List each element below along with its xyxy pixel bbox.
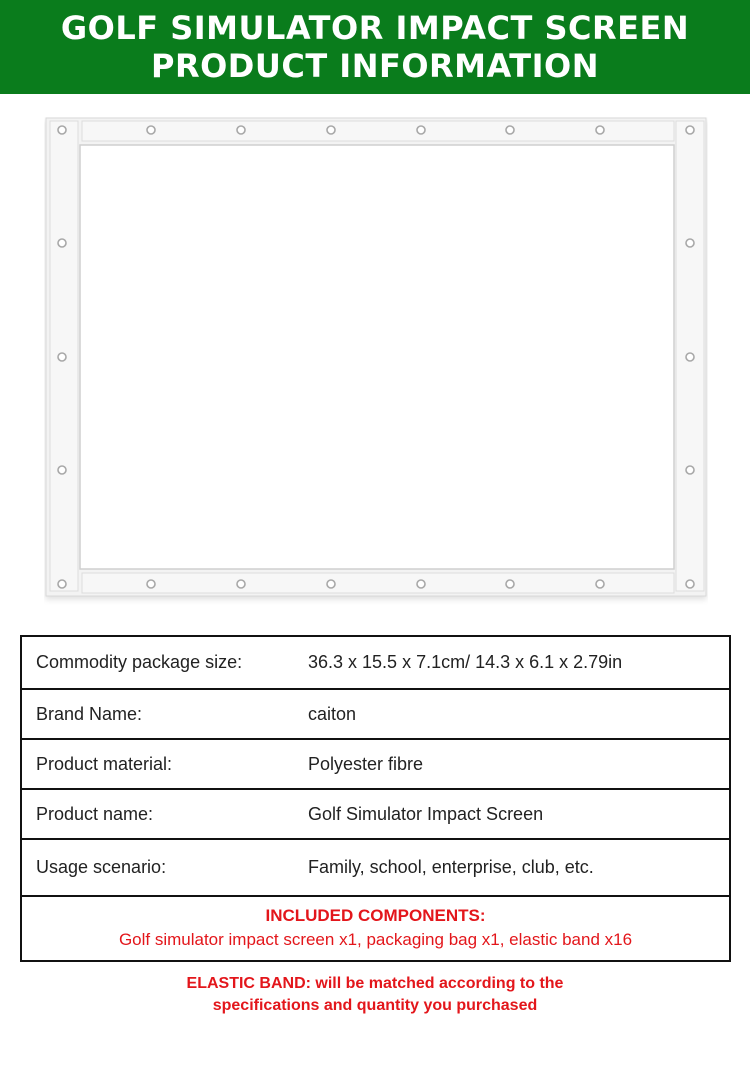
grommet-icon: [327, 126, 335, 134]
elastic-band-note: [0, 973, 750, 1017]
header-title-line2: PRODUCT INFORMATION: [150, 47, 600, 85]
grommet-icon: [58, 126, 66, 134]
grommet-icon: [58, 239, 66, 247]
spec-value: caiton: [308, 703, 357, 724]
included-components: [22, 897, 729, 960]
grommet-icon: [596, 126, 604, 134]
grommet-icon: [147, 580, 155, 588]
header-title-line1: GOLF SIMULATOR IMPACT SCREEN: [60, 9, 690, 47]
spec-label: Brand Name:: [36, 703, 143, 724]
grommet-icon: [327, 580, 335, 588]
grommet-icon: [686, 239, 694, 247]
spec-label: Usage scenario:: [36, 857, 167, 877]
spec-value: Golf Simulator Impact Screen: [308, 803, 544, 824]
spec-table: [20, 635, 731, 962]
spec-value: 36.3 x 15.5 x 7.1cm/ 14.3 x 6.1 x 2.79in: [308, 652, 623, 672]
grommet-icon: [58, 580, 66, 588]
grommet-icon: [417, 126, 425, 134]
grommet-icon: [417, 580, 425, 588]
spec-row-usage: [22, 840, 729, 897]
grommet-icon: [686, 126, 694, 134]
grommet-icon: [237, 126, 245, 134]
components-text: Golf simulator impact screen x1, packaging bag x1, elastic band x16: [118, 929, 633, 949]
note-line2: specifications and quantity you purchased: [212, 997, 538, 1014]
header-banner: [0, 0, 750, 94]
grommet-icon: [506, 580, 514, 588]
impact-screen-image: [44, 117, 708, 605]
grommet-icon: [147, 126, 155, 134]
spec-row-product-name: [22, 790, 729, 840]
grommet-icon: [686, 353, 694, 361]
spec-label: Product material:: [36, 753, 173, 774]
note-line1: [0, 973, 750, 995]
grommet-icon: [506, 126, 514, 134]
spec-row-package-size: [22, 637, 729, 690]
components-title: INCLUDED COMPONENTS:: [265, 905, 486, 925]
spec-value: Polyester fibre: [308, 753, 424, 774]
spec-row-brand: [22, 690, 729, 740]
spec-label: Product name:: [36, 803, 154, 824]
grommet-icon: [596, 580, 604, 588]
note-label: ELASTIC BAND:: [186, 975, 311, 992]
grommet-icon: [686, 466, 694, 474]
grommet-icon: [58, 466, 66, 474]
grommet-icon: [237, 580, 245, 588]
note-line1-text: will be matched according to the: [310, 975, 564, 992]
grommet-icon: [686, 580, 694, 588]
spec-label: Commodity package size:: [36, 652, 243, 672]
spec-value: Family, school, enterprise, club, etc.: [308, 857, 594, 877]
impact-screen-illustration: [44, 117, 708, 605]
grommet-icon: [58, 353, 66, 361]
spec-row-material: [22, 740, 729, 790]
